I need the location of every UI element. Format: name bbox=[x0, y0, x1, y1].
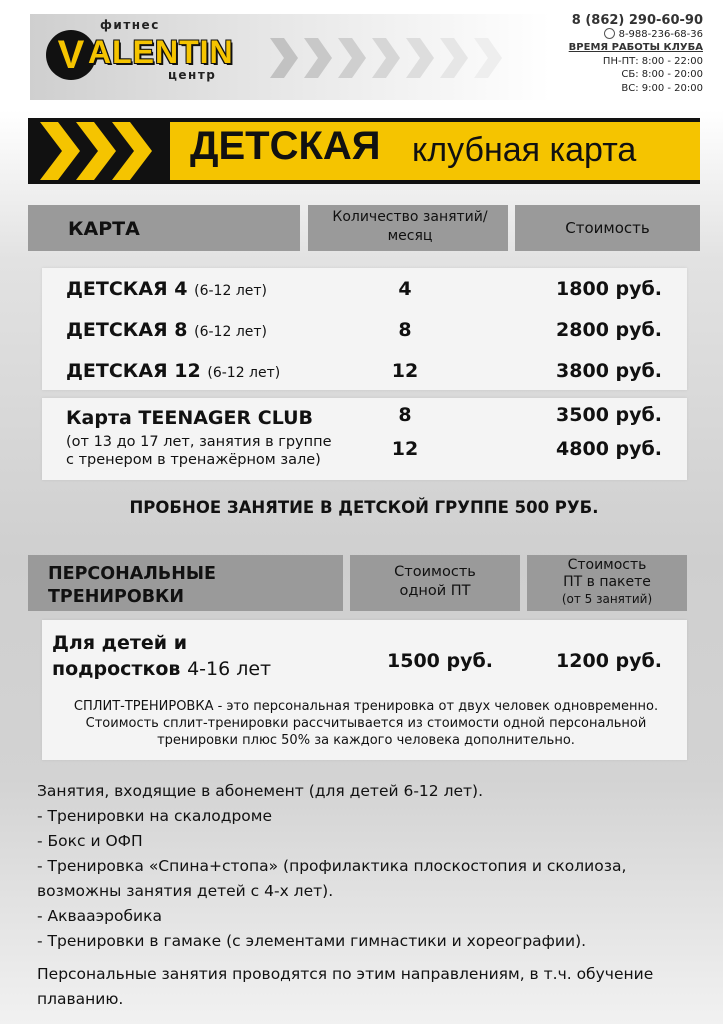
contacts-block bbox=[553, 14, 703, 95]
teen-price-12: 4800 руб. bbox=[556, 438, 662, 460]
list-item: - Бокс и ОФП bbox=[37, 832, 143, 850]
pt-header-single: Стоимость одной ПТ bbox=[394, 564, 476, 599]
row-kids4-price: 1800 руб. bbox=[556, 278, 662, 300]
row-kids12-price: 3800 руб. bbox=[556, 360, 662, 382]
mobile-phone: 8-988-236-68-36 bbox=[618, 28, 703, 40]
header-card-label: КАРТА bbox=[68, 218, 140, 240]
teen-card-name: Карта TEENAGER CLUB bbox=[66, 407, 314, 429]
row-kids8-price: 2800 руб. bbox=[556, 319, 662, 341]
logo-bottom-word: центр bbox=[168, 68, 217, 82]
teen-count-12: 12 bbox=[391, 438, 419, 460]
pt-header-package: Стоимость ПТ в пакете (от 5 занятий) bbox=[561, 557, 653, 606]
header-count-label: Количество занятий/месяц bbox=[332, 209, 488, 244]
main-phone[interactable]: 8 (862) 290-60-90 bbox=[571, 13, 703, 28]
header-price-label: Стоимость bbox=[565, 219, 650, 237]
included-intro: Занятия, входящие в абонемент (для детей 6-12 лет). bbox=[37, 782, 484, 800]
logo-v-emblem: V bbox=[46, 30, 96, 80]
row-kids4-count: 4 bbox=[398, 278, 412, 300]
row-kids12-count: 12 bbox=[391, 360, 419, 382]
row-kids8-name: ДЕТСКАЯ 8 (6-12 лет) bbox=[66, 319, 268, 341]
teen-card-description: (от 13 до 17 лет, занятия в группе с тренером в тренажёрном зале) bbox=[66, 434, 332, 468]
row-kids8-count: 8 bbox=[398, 319, 412, 341]
list-item: - Тренировки в гамаке (с элементами гимнастики и хореографии). bbox=[37, 932, 587, 950]
list-item: - Аквааэробика bbox=[37, 907, 162, 925]
title-chevrons-decoration bbox=[40, 122, 170, 180]
logo-name: ALENTIN bbox=[88, 34, 234, 70]
hours-sunday: ВС: 9:00 - 20:00 bbox=[621, 82, 703, 94]
trial-lesson-note: ПРОБНОЕ ЗАНЯТИЕ В ДЕТСКОЙ ГРУППЕ 500 РУБ. bbox=[129, 498, 599, 517]
pt-single-price: 1500 руб. bbox=[387, 650, 493, 672]
whatsapp-icon bbox=[604, 28, 615, 39]
mobile-phone-row[interactable] bbox=[553, 28, 703, 42]
footer-note-line2: плаванию. bbox=[37, 990, 124, 1008]
page-title-light: клубная карта bbox=[412, 131, 637, 169]
split-training-note: СПЛИТ-ТРЕНИРОВКА - это персональная тренировка от двух человек одновременно. Стоимость сплит-тренировки рассчитывается из стоимости одной персональной тренировки плюс 50% за каждого человека дополнительно. bbox=[73, 699, 659, 748]
hours-weekdays: ПН-ПТ: 8:00 - 22:00 bbox=[602, 55, 703, 67]
brand-logo[interactable] bbox=[38, 18, 253, 86]
hours-title: ВРЕМЯ РАБОТЫ КЛУБА bbox=[568, 42, 703, 53]
included-activities-list bbox=[37, 779, 653, 1012]
list-item: - Тренировка «Спина+стопа» (профилактика плоскостопия и сколиоза, bbox=[37, 857, 627, 875]
logo-top-word: фитнес bbox=[100, 18, 160, 32]
list-item: - Тренировки на скалодроме bbox=[37, 807, 272, 825]
pt-row-name: Для детей и подростков 4-16 лет bbox=[52, 632, 272, 680]
row-kids12-name: ДЕТСКАЯ 12 (6-12 лет) bbox=[66, 360, 281, 382]
teen-count-8: 8 bbox=[398, 404, 412, 426]
pt-package-price: 1200 руб. bbox=[556, 650, 662, 672]
list-item: возможны занятия детей с 4-х лет). bbox=[37, 882, 334, 900]
row-kids4-name: ДЕТСКАЯ 4 (6-12 лет) bbox=[66, 278, 268, 300]
pt-header-title: ПЕРСОНАЛЬНЫЕ ТРЕНИРОВКИ bbox=[48, 564, 216, 607]
chevron-arrows-decoration bbox=[270, 38, 550, 78]
footer-note-line1: Персональные занятия проводятся по этим направлениям, в т.ч. обучение bbox=[37, 965, 654, 983]
hours-saturday: СБ: 8:00 - 20:00 bbox=[621, 69, 703, 80]
teen-price-8: 3500 руб. bbox=[556, 404, 662, 426]
page-title-bold: ДЕТСКАЯ bbox=[190, 124, 381, 168]
